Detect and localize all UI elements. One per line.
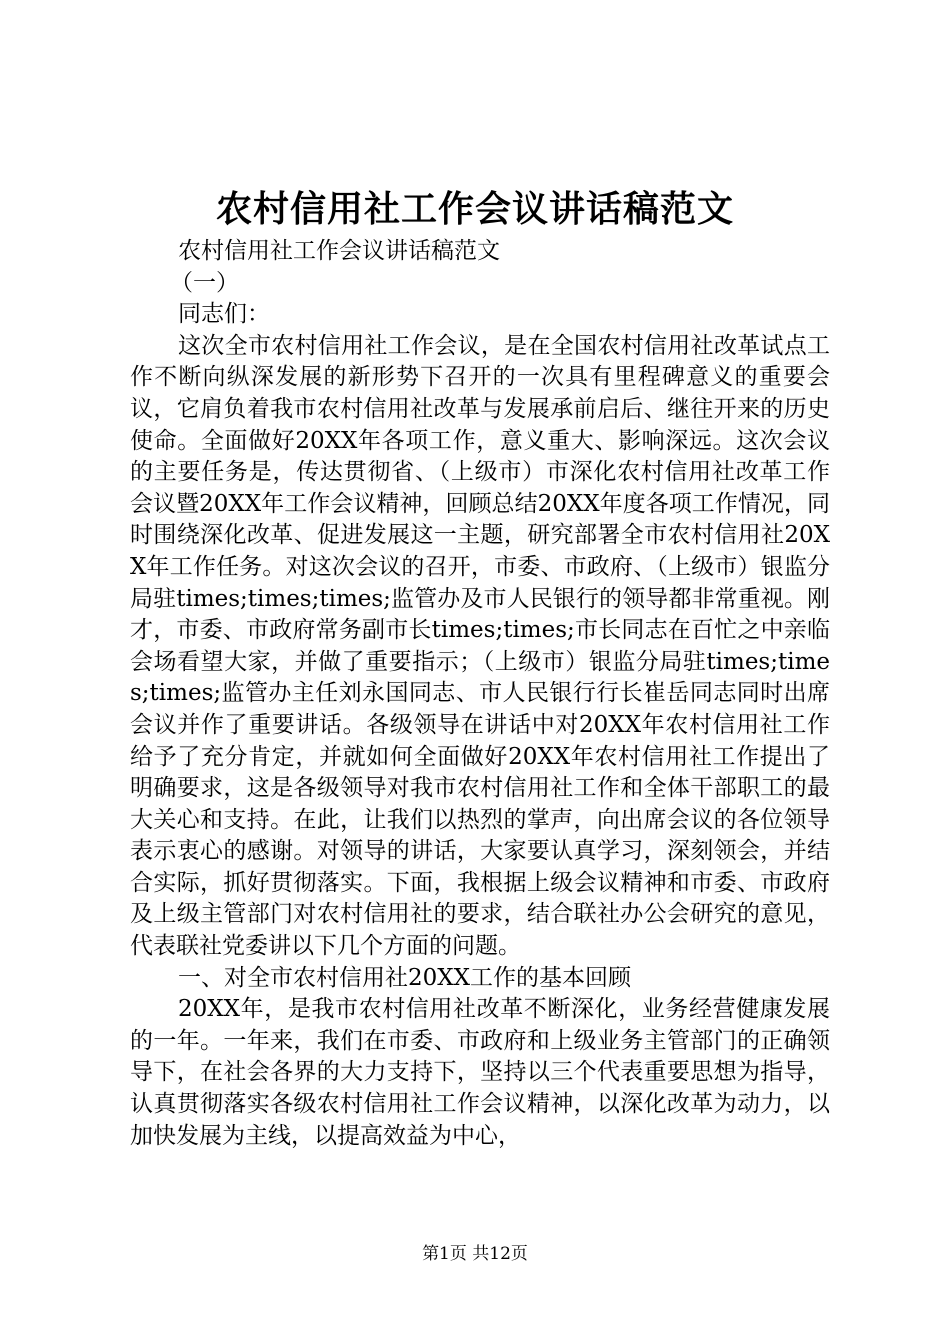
salutation: 同志们： [178, 301, 270, 328]
section-heading-review: 一、对全市农村信用社20XX工作的基本回顾 [178, 964, 632, 991]
document-body [130, 236, 830, 1152]
page-footer: 第1页 共12页 [422, 1244, 528, 1264]
part-number: （一） [170, 269, 239, 296]
document-title: 农村信用社工作会议讲话稿范文 [215, 188, 734, 230]
paragraph-intro: 这次全市农村信用社工作会议，是在全国农村信用社改革试点工作不断向纵深发展的新形势下召开的一次具有里程碑意义的重要会议，它肩负着我市农村信用社改革与发展承前启后、继往开来的历史使命。全面做好20XX年各项工作，意义重大、影响深远。这次会议的主要任务是，传达贯彻省、（上级市）市深化农村信用社改革工作会议暨20XX年工作会议精神，回顾总结20XX年度各项工作情况，同时围绕深化改革、促进发展这一主题，研究部署全市农村信用社20XX年工作任务。对这次会议的召开，市委、市政府、（上级市）银监分局驻times;times;times;监管办及市人民银行的领导都非常重视。刚才，市委、市政府常务副市长times;times;市长同志在百忙之中亲临会场看望大家，并做了重要指示；（上级市）银监分局驻times;times;times;监管办主任刘永国同志、市人民银行行长崔岳同志同时出席会议并作了重要讲话。各级领导在讲话中对20XX年农村信用社工作给予了充分肯定，并就如何全面做好20XX年农村信用社工作提出了明确要求，这是各级领导对我市农村信用社工作和全体干部职工的最大关心和支持。在此，让我们以热烈的掌声，向出席会议的各位领导表示衷心的感谢。对领导的讲话，大家要认真学习，深刻领会，并结合实际，抓好贯彻落实。下面，我根据上级会议精神和市委、市政府及上级主管部门对农村信用社的要求，结合联社办公会研究的意见，代表联社党委讲以下几个方面的问题。 [130, 332, 830, 960]
paragraph-review: 20XX年，是我市农村信用社改革不断深化，业务经营健康发展的一年。一年来，我们在市委、市政府和上级业务主管部门的正确领导下，在社会各界的大力支持下，坚持以三个代表重要思想为指导，认真贯彻落实各级农村信用社工作会议精神，以深化改革为动力，以加快发展为主线，以提高效益为中心， [130, 996, 830, 1149]
document-subtitle: 农村信用社工作会议讲话稿范文 [178, 238, 500, 264]
